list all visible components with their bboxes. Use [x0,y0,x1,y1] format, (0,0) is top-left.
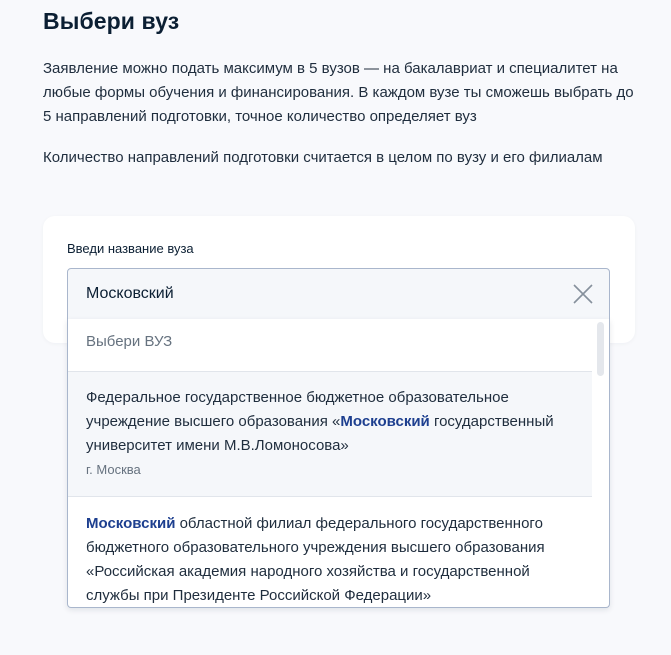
university-search-field[interactable] [67,268,610,320]
option-name: Московский областной филиал федерального государственного бюджетного образовательного учреждения высшего образования «Российская академия народного хозяйства и государственной службы при Президенте Российской Федерации» [86,515,545,604]
search-label: Введи название вуза [67,241,194,256]
info-paragraph: Заявление можно подать максимум в 5 вузов — на бакалавриат и специалитет на любые формы обучения и финансирования. В каждом вузе ты сможешь выбрать до 5 направлений подготовки, точное количество определяет вуз [43,60,634,125]
info-paragraph-branches: Количество направлений подготовки считается в целом по вузу и его филиалам [43,149,603,166]
match-highlight: Московский [86,515,176,532]
option-city: г. Москва [86,462,141,477]
close-icon [571,282,595,306]
university-search-input[interactable] [86,269,556,319]
clear-button[interactable] [571,282,595,306]
dropdown-option[interactable] [68,372,592,496]
option-name: Федеральное государственное бюджетное образовательное учреждение высшего образования «Московский государственный университет имени М.В.Ломоносова» [86,389,554,454]
scrollbar[interactable] [597,322,604,376]
dropdown-option[interactable] [68,498,592,608]
divider [68,496,592,497]
match-highlight: Московский [340,413,430,430]
page-title: Выбери вуз [43,8,180,34]
university-dropdown-list[interactable] [67,319,610,608]
dropdown-placeholder-option: Выбери ВУЗ [86,333,173,350]
